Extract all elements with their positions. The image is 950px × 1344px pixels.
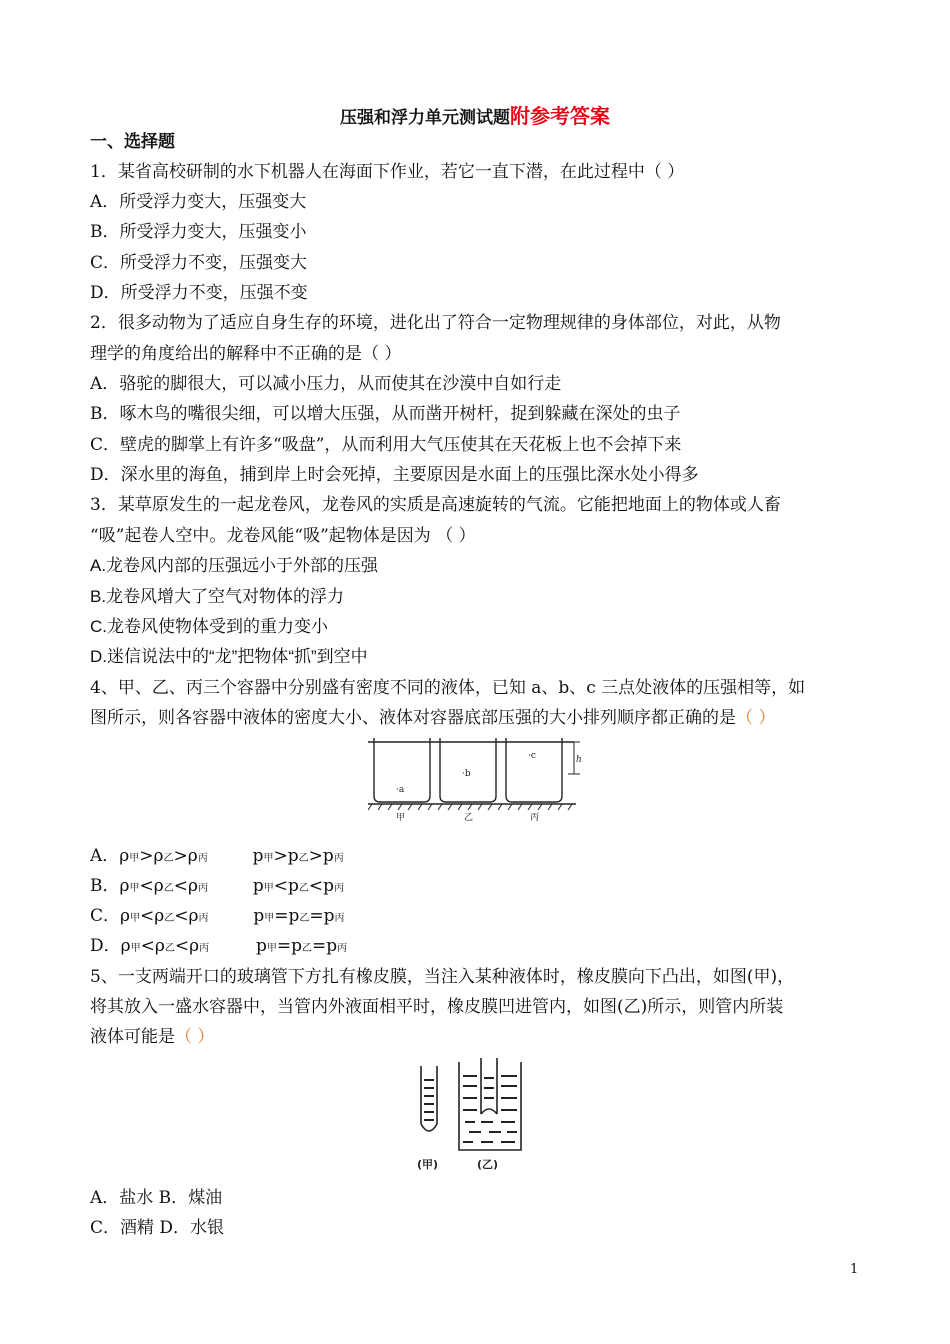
q5-answer-bracket: （ ） [175, 1027, 215, 1047]
section-heading: 一、选择题 [90, 132, 175, 152]
q4-label-bing: 丙 [530, 813, 540, 822]
q4-h-label: h [576, 755, 582, 765]
q4-option-c: C．ρ甲<ρ乙<ρ丙 p甲=p乙=p丙 [90, 906, 345, 926]
q4-option-b: B．ρ甲<ρ乙<ρ丙 p甲<p乙<p丙 [90, 876, 344, 896]
q3-option-d: D.迷信说法中的“龙”把物体“抓”到空中 [90, 647, 368, 666]
q4-option-a: A．ρ甲>ρ乙>ρ丙 p甲>p乙>p丙 [90, 846, 344, 866]
page-title [0, 100, 950, 129]
title-main: 压强和浮力单元测试题 [340, 108, 510, 128]
q1-option-c: C．所受浮力不变，压强变大 [90, 253, 308, 273]
q5-options-row2: C．酒精 D．水银 [90, 1218, 225, 1238]
title-answer-note: 附参考答案 [510, 104, 610, 128]
q1-option-b: B．所受浮力变大，压强变小 [90, 222, 307, 242]
q4-stem-text: 图所示，则各容器中液体的密度大小、液体对容器底部压强的大小排列顺序都正确的是 [90, 708, 736, 728]
q2-option-d: D．深水里的海鱼，捕到岸上时会死掉，主要原因是水面上的压强比深水处小得多 [90, 465, 699, 485]
q5-stem-line2: 将其放入一盛水容器中，当管内外液面相平时，橡皮膜凹进管内，如图(乙)所示，则管内所装 [90, 997, 784, 1017]
q3-stem-line1: 3．某草原发生的一起龙卷风，龙卷风的实质是高速旋转的气流。它能把地面上的物体或人畜 [90, 495, 781, 515]
q3-option-b: B.龙卷风增大了空气对物体的浮力 [90, 587, 345, 606]
q5-stem-line1: 5、一支两端开口的玻璃管下方扎有橡皮膜，当注入某种液体时，橡皮膜向下凸出，如图(甲)， [90, 967, 795, 987]
q4-stem-line2 [90, 707, 775, 729]
q5-tubes-figure [415, 1058, 527, 1174]
q5-label-jia: (甲) [417, 1158, 439, 1171]
q3-option-a: A.龙卷风内部的压强远小于外部的压强 [90, 556, 379, 575]
q4-answer-bracket: （ ） [736, 708, 776, 728]
q4-point-c: ·c [528, 751, 536, 761]
q2-stem-line1: 2．很多动物为了适应自身生存的环境，进化出了符合一定物理规律的身体部位，对此，从物 [90, 313, 781, 333]
q4-containers-figure [368, 736, 584, 822]
q5-stem-line3 [90, 1026, 214, 1048]
q1-stem: 1．某省高校研制的水下机器人在海面下作业，若它一直下潜，在此过程中（ ） [90, 162, 685, 182]
q2-stem-line2: 理学的角度给出的解释中不正确的是（ ） [90, 344, 402, 364]
q1-option-a: A．所受浮力变大，压强变大 [90, 192, 307, 212]
q2-option-b: B．啄木鸟的嘴很尖细，可以增大压强，从而凿开树杆，捉到躲藏在深处的虫子 [90, 404, 681, 424]
q4-point-a: ·a [396, 785, 405, 795]
q3-option-c: C.龙卷风使物体受到的重力变小 [90, 617, 328, 636]
page-number: 1 [850, 1262, 859, 1277]
q4-label-yi: 乙 [464, 813, 474, 822]
q3-stem-line2: “吸”起卷人空中。龙卷风能“吸”起物体是因为 （ ） [90, 526, 476, 546]
q5-label-yi: (乙) [477, 1158, 499, 1171]
q2-option-c: C．壁虎的脚掌上有许多“吸盘”，从而利用大气压使其在天花板上也不会掉下来 [90, 435, 682, 455]
q4-option-d: D．ρ甲<ρ乙<ρ丙 p甲=p乙=p丙 [90, 936, 348, 956]
q4-stem-line1: 4、甲、乙、丙三个容器中分别盛有密度不同的液体，已知 a、b、c 三点处液体的压强相等，如 [90, 678, 806, 698]
q4-point-b: ·b [462, 769, 471, 779]
q5-stem-text: 液体可能是 [90, 1027, 175, 1047]
q5-options-row1: A．盐水 B．煤油 [90, 1188, 223, 1208]
q2-option-a: A．骆驼的脚很大，可以减小压力，从而使其在沙漠中自如行走 [90, 374, 562, 394]
q4-label-jia: 甲 [396, 813, 406, 822]
q1-option-d: D．所受浮力不变，压强不变 [90, 283, 308, 303]
